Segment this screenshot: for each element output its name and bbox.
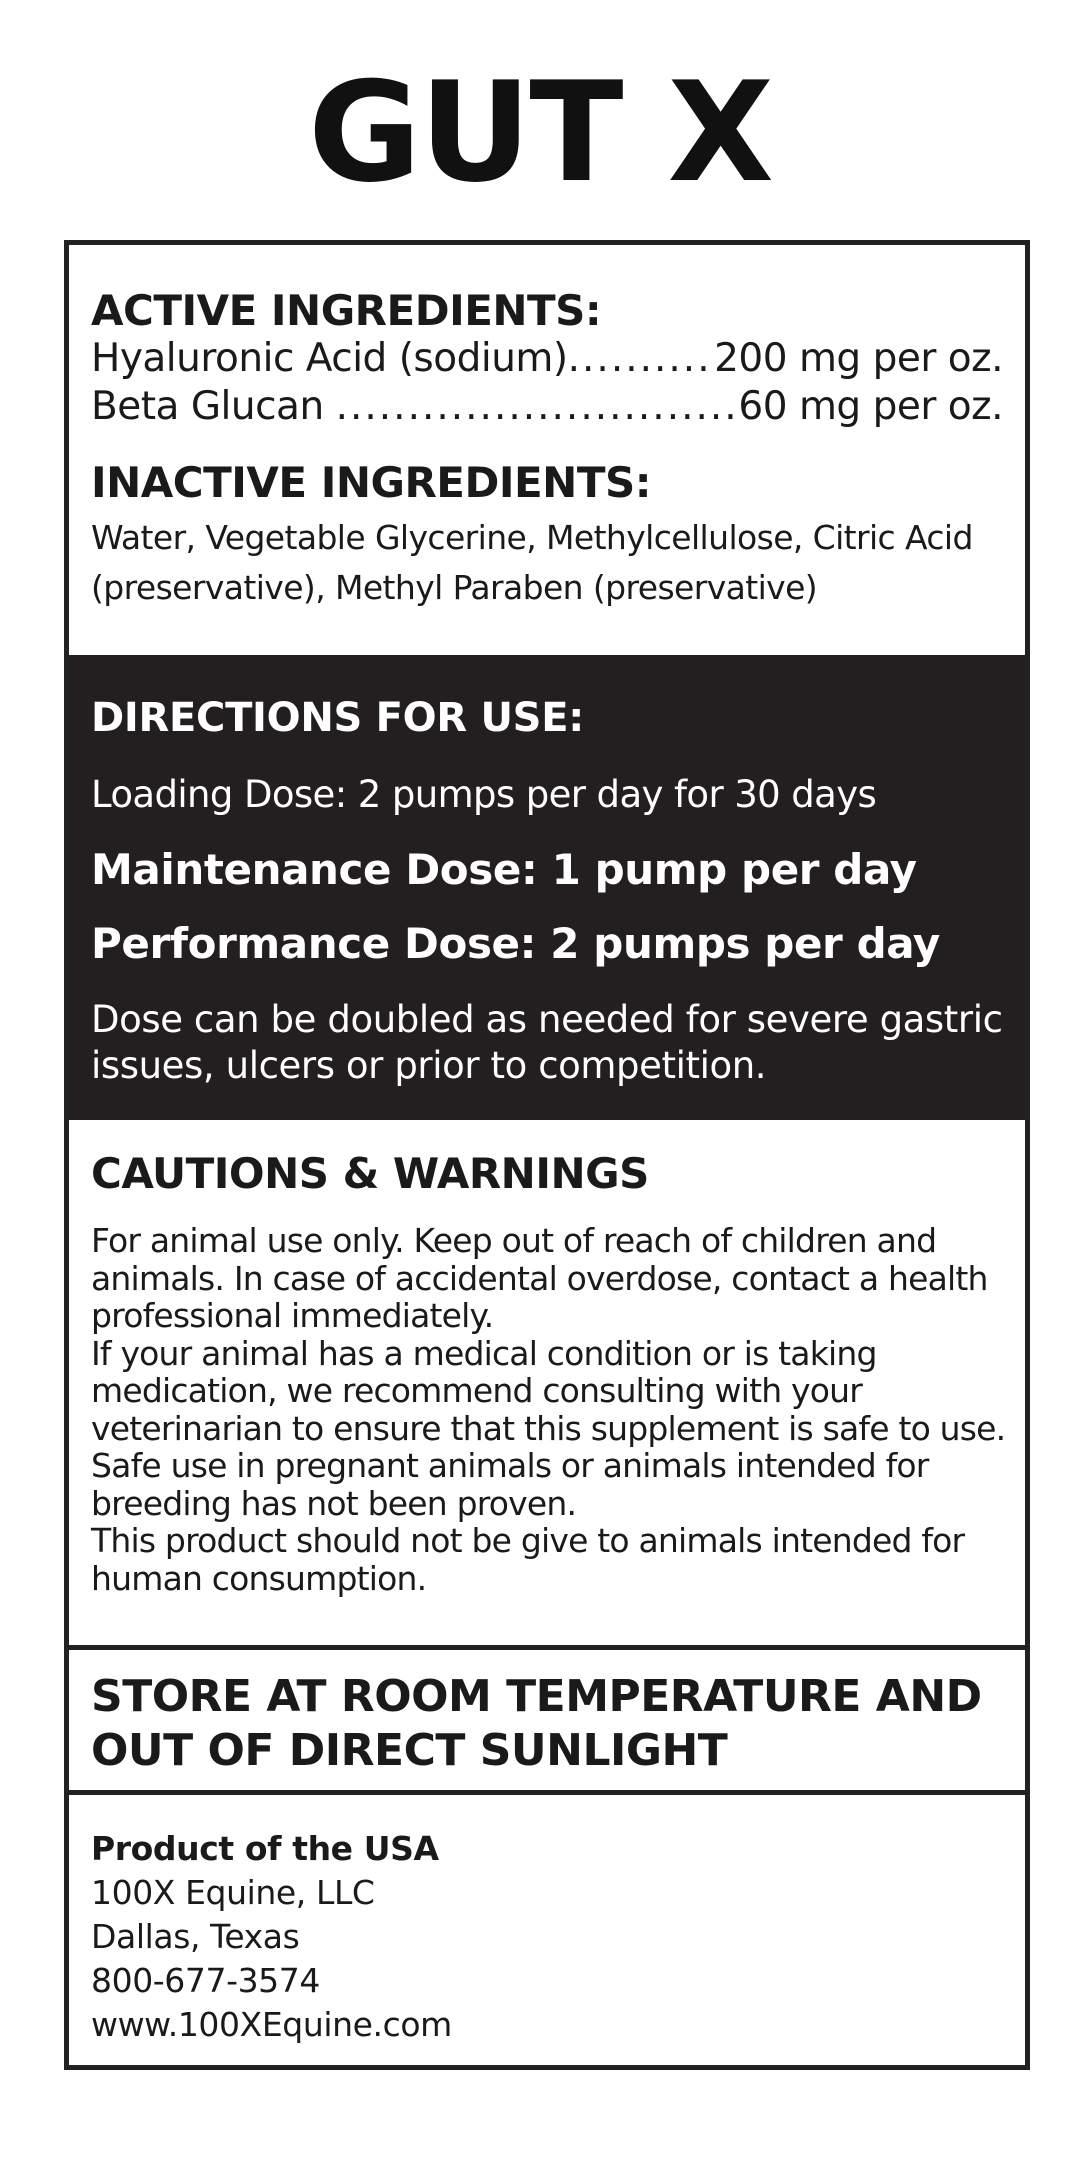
caution-paragraph: If your animal has a medical condition or is taking medication, we recommend consulting with your veterinarian to ensure that this supplement is safe to use. [91,1333,1006,1448]
product-origin: Product of the USA [91,1829,439,1868]
storage-section [69,1650,1025,1790]
ingredient-amount: 200 mg per oz. [714,336,1003,381]
product-title: GUT X [308,52,772,213]
loading-dose: Loading Dose: 2 pumps per day for 30 days [91,773,877,816]
ingredient-row-beta-glucan [91,383,1003,431]
ingredient-row-hyaluronic-acid [91,335,1003,383]
ingredients-section [69,245,1025,655]
supplement-label [64,240,1030,2070]
inactive-ingredients-heading: INACTIVE INGREDIENTS: [91,458,652,507]
caution-paragraph: For animal use only. Keep out of reach of children and animals. In case of accidental overdose, contact a health professional immediately. [91,1221,988,1335]
ingredient-name: Hyaluronic Acid (sodium) [91,336,568,381]
directions-heading: DIRECTIONS FOR USE: [91,695,584,741]
ingredient-amount: 60 mg per oz. [738,384,1003,429]
cautions-text [91,1222,1021,1597]
directions-section [69,655,1025,1120]
performance-dose: Performance Dose: 2 pumps per day [91,919,940,968]
manufacturer-section [69,1795,1025,2070]
caution-paragraph: Safe use in pregnant animals or animals intended for breeding has not been proven. [91,1446,929,1523]
dot-leader [568,335,714,383]
maintenance-dose: Maintenance Dose: 1 pump per day [91,845,917,894]
dose-note: Dose can be doubled as needed for severe gastric issues, ulcers or prior to competition. [91,998,1003,1087]
ingredient-name: Beta Glucan [91,384,336,429]
inactive-ingredients-text: Water, Vegetable Glycerine, Methylcellulose, Citric Acid (preservative), Methyl Paraben (preservative) [91,518,973,607]
storage-instructions: STORE AT ROOM TEMPERATURE AND OUT OF DIRECT SUNLIGHT [91,1671,982,1776]
company-name: 100X Equine, LLC [91,1873,375,1912]
company-phone: 800-677-3574 [91,1961,320,2000]
company-city: Dallas, Texas [91,1917,300,1956]
company-website: www.100XEquine.com [91,2005,452,2044]
caution-paragraph: This product should not be give to animals intended for human consumption. [91,1521,965,1598]
dot-leader [336,383,739,431]
cautions-section [69,1120,1025,1645]
cautions-heading: CAUTIONS & WARNINGS [91,1149,649,1198]
active-ingredients-heading: ACTIVE INGREDIENTS: [91,286,602,335]
